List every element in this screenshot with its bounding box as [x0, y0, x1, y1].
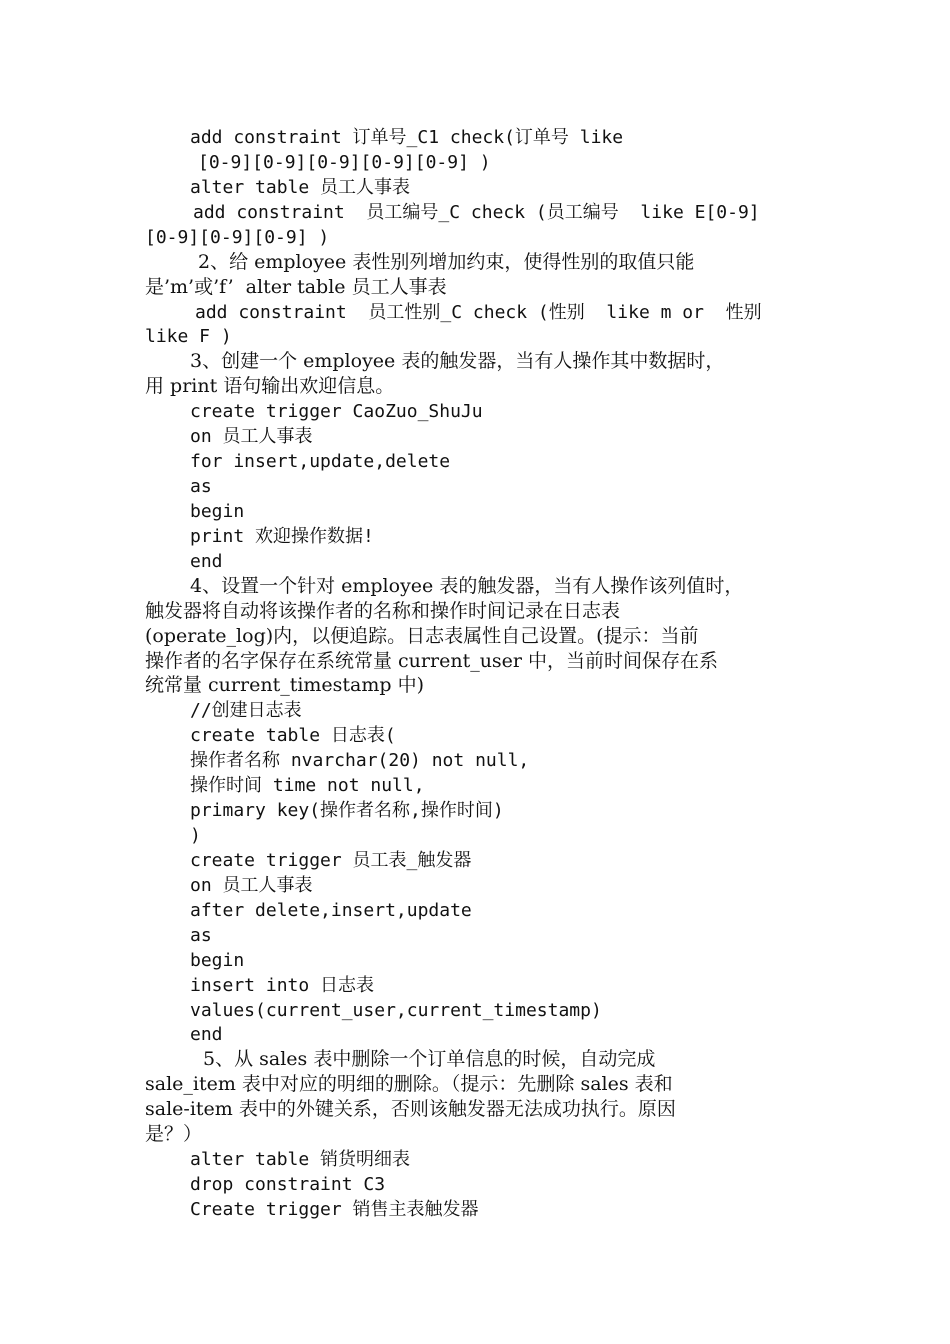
document-line: alter table 员工人事表: [190, 177, 411, 198]
document-line: 操作者名称 nvarchar(20) not null,: [190, 750, 530, 771]
document-line: sale_item 表中对应的明细的删除。（提示：先删除 sales 表和: [145, 1073, 673, 1095]
document-line: [0-9][0-9][0-9] ): [145, 227, 330, 248]
document-line: print 欢迎操作数据!: [190, 526, 374, 547]
document-line: sale-item 表中的外键关系，否则该触发器无法成功执行。原因: [145, 1098, 676, 1120]
document-line: insert into 日志表: [190, 975, 375, 996]
document-line: 是？）: [145, 1123, 203, 1145]
document-line: //创建日志表: [190, 700, 302, 721]
document-line: as: [190, 925, 212, 946]
document-line: [0-9][0-9][0-9][0-9][0-9] ): [198, 152, 491, 173]
document-line: after delete,insert,update: [190, 900, 472, 921]
document-line: 是’m’或’f’ alter table 员工人事表: [145, 276, 447, 298]
document-line: 触发器将自动将该操作者的名称和操作时间记录在日志表: [145, 600, 621, 622]
document-line: create table 日志表(: [190, 725, 396, 746]
document-line: 统常量 current_timestamp 中): [145, 674, 425, 696]
document-line: 用 print 语句输出欢迎信息。: [145, 375, 395, 397]
document-line: Create trigger 销售主表触发器: [190, 1199, 479, 1220]
document-line: values(current_user,current_timestamp): [190, 1000, 602, 1021]
document-line: 操作者的名字保存在系统常量 current_user 中，当前时间保存在系: [145, 650, 719, 672]
document-line: end: [190, 1024, 223, 1045]
document-line: as: [190, 476, 212, 497]
document-line: ): [190, 825, 201, 846]
document-line: 操作时间 time not null,: [190, 775, 425, 796]
document-line: drop constraint C3: [190, 1174, 386, 1195]
document-line: on 员工人事表: [190, 875, 313, 896]
document-line: create trigger CaoZuo_ShuJu: [190, 401, 483, 422]
document-line: on 员工人事表: [190, 426, 313, 447]
document-line: 5、从 sales 表中删除一个订单信息的时候，自动完成: [203, 1048, 656, 1070]
document-line: 2、给 employee 表性别列增加约束，使得性别的取值只能: [198, 251, 695, 273]
document-line: like F ): [145, 326, 232, 347]
document-line: 4、设置一个针对 employee 表的触发器，当有人操作该列值时，: [190, 575, 744, 597]
document-line: begin: [190, 950, 245, 971]
document-line: alter table 销货明细表: [190, 1149, 411, 1170]
document-line: primary key(操作者名称,操作时间): [190, 800, 504, 821]
document-line: begin: [190, 501, 245, 522]
document-line: for insert,update,delete: [190, 451, 451, 472]
document-line: add constraint 员工编号_C check (员工编号 like E[0-9]: [193, 202, 760, 223]
document-line: end: [190, 551, 223, 572]
document-line: 3、创建一个 employee 表的触发器，当有人操作其中数据时，: [190, 350, 725, 372]
document-line: add constraint 订单号_C1 check(订单号 like: [190, 127, 624, 148]
document-line: (operate_log)内，以便追踪。日志表属性自己设置。(提示：当前: [145, 625, 699, 647]
document-line: add constraint 员工性别_C check (性别 like m or 性别: [195, 302, 762, 323]
document-line: create trigger 员工表_触发器: [190, 850, 472, 871]
